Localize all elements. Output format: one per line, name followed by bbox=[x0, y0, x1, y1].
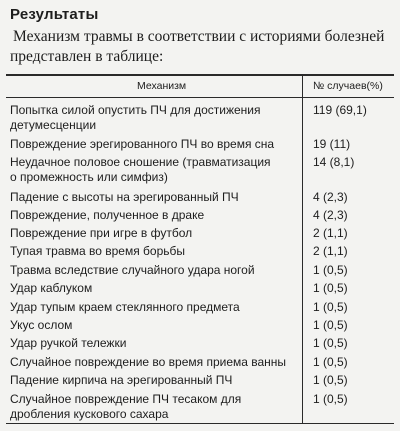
table-header-rule bbox=[6, 97, 394, 98]
table-cell-cases: 4 (2,3) bbox=[313, 190, 348, 204]
table-cell-cases: 1 (0,5) bbox=[313, 373, 348, 387]
table-cell-mechanism bbox=[10, 300, 300, 315]
table-top-rule bbox=[6, 74, 394, 76]
table-cell-mechanism bbox=[10, 336, 300, 351]
section-heading: Результаты bbox=[10, 6, 99, 23]
column-header-mechanism: Механизм bbox=[137, 80, 187, 92]
table-cell-mechanism bbox=[10, 281, 300, 296]
table-cell-cases: 1 (0,5) bbox=[313, 336, 348, 350]
table-cell-mechanism bbox=[10, 190, 300, 205]
mechanism-line: Удар ручкой тележки bbox=[10, 336, 127, 350]
table-cell-cases: 1 (0,5) bbox=[313, 355, 348, 369]
mechanism-line: Неудачное половое сношение (травматизация bbox=[10, 155, 271, 169]
mechanism-line: Повреждение, полученное в драке bbox=[10, 208, 205, 222]
table-cell-cases: 119 (69,1) bbox=[313, 103, 367, 117]
mechanism-line: детумесценции bbox=[10, 118, 97, 132]
table-cell-cases: 4 (2,3) bbox=[313, 208, 348, 222]
table-cell-mechanism bbox=[10, 373, 300, 388]
table-cell-mechanism bbox=[10, 103, 300, 133]
mechanism-line: дробления кускового сахара bbox=[10, 407, 169, 421]
table-cell-mechanism bbox=[10, 318, 300, 333]
table-cell-cases: 1 (0,5) bbox=[313, 281, 348, 295]
table-cell-mechanism bbox=[10, 137, 300, 152]
mechanism-line: Тупая травма во время борьбы bbox=[10, 244, 186, 258]
mechanism-line: Укус ослом bbox=[10, 318, 73, 332]
table-cell-mechanism bbox=[10, 226, 300, 241]
table-cell-mechanism bbox=[10, 355, 300, 370]
table-bottom-rule bbox=[6, 423, 394, 424]
mechanism-line: Повреждение при игре в футбол bbox=[10, 226, 193, 240]
mechanism-line: Удар тупым краем стеклянного предмета bbox=[10, 300, 240, 314]
table-cell-cases: 1 (0,5) bbox=[313, 263, 348, 277]
mechanism-line: Попытка силой опустить ПЧ для достижения bbox=[10, 103, 261, 117]
table-cell-cases: 2 (1,1) bbox=[313, 226, 348, 240]
intro-paragraph: Механизм травмы в соответствии с историями болезней представлен в таблице: bbox=[10, 28, 385, 65]
mechanism-line: Удар каблуком bbox=[10, 281, 93, 295]
table-cell-mechanism bbox=[10, 392, 300, 422]
table-cell-mechanism bbox=[10, 155, 300, 185]
mechanism-line: Травма вследствие случайного удара ногой bbox=[10, 263, 255, 277]
table-cell-mechanism bbox=[10, 263, 300, 278]
table-cell-cases: 1 (0,5) bbox=[313, 300, 348, 314]
table-cell-mechanism bbox=[10, 244, 300, 259]
table-cell-cases: 14 (8,1) bbox=[313, 155, 355, 169]
mechanism-line: Повреждение эрегированного ПЧ во время сна bbox=[10, 137, 275, 151]
mechanism-line: Случайное повреждение ПЧ тесаком для bbox=[10, 392, 242, 406]
table-cell-mechanism bbox=[10, 208, 300, 223]
table-column-divider bbox=[302, 74, 303, 424]
column-header-cases: № случаев(%) bbox=[313, 80, 383, 92]
table-cell-cases: 1 (0,5) bbox=[313, 392, 348, 406]
mechanism-line: Случайное повреждение во время приема ванны bbox=[10, 355, 287, 369]
mechanism-line: Падение кирпича на эрегированный ПЧ bbox=[10, 373, 233, 387]
table-cell-cases: 1 (0,5) bbox=[313, 318, 348, 332]
table-cell-cases: 19 (11) bbox=[313, 137, 351, 151]
mechanism-line: Падение с высоты на эрегированный ПЧ bbox=[10, 190, 239, 204]
table-cell-cases: 2 (1,1) bbox=[313, 244, 348, 258]
mechanism-line: о промежность или симфиз) bbox=[10, 170, 168, 184]
